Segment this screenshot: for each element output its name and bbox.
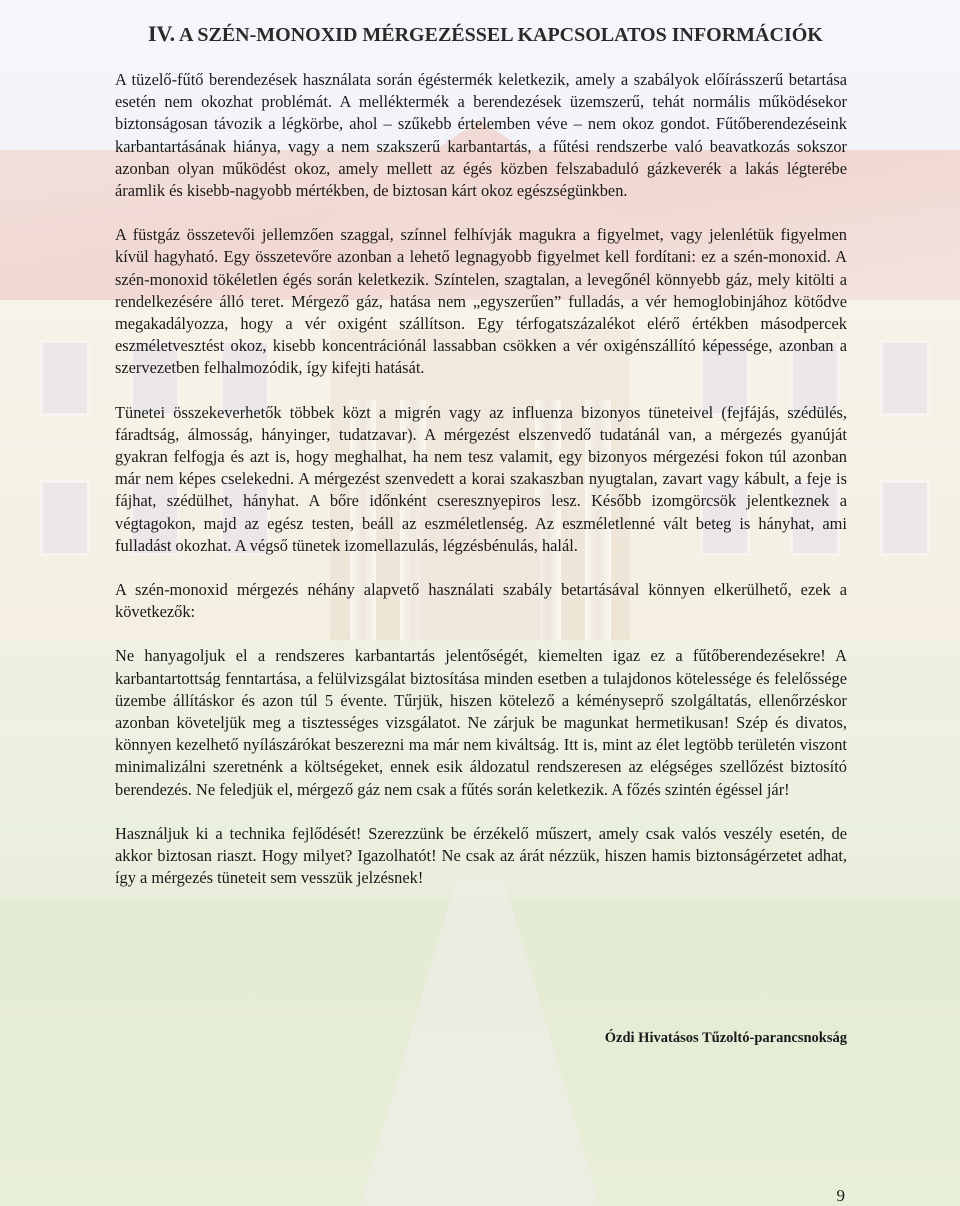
section-heading <box>148 20 823 49</box>
paragraph-intro: A tüzelő-fűtő berendezések használata során égéstermék keletkezik, amely a szabályok előírásszerű betartása esetén nem okozhat problémát. A melléktermék a berendezések üzemszerű, tehát normális működésekor biztonságosan távozik a légkörbe, ahol – szűkebb értelemben véve – nem okoz gondot. Fűtőberendezéseink karbantartásának hiánya, vagy a nem szakszerű karbantartás, a fűtési rendszerbe való beavatkozás sokszor azonban olyan működést okoz, amely mellett az égés közben felszabaduló gázkeverék a lakás légterébe áramlik és kisebb-nagyobb mértékben, de biztosan kárt okoz egészségünkben. <box>115 70 847 201</box>
signature: Ózdi Hivatásos Tűzoltó-parancsnokság <box>604 1030 847 1046</box>
paragraph-rules-intro: A szén-monoxid mérgezés néhány alapvető használati szabály betartásával könnyen elkerülhető, ezek a következők: <box>115 580 847 622</box>
paragraph-detector: Használjuk ki a technika fejlődését! Szerezzünk be érzékelő műszert, amely csak valós veszély esetén, de akkor biztosan riaszt. Hogy milyet? Igazolhatót! Ne csak az árát nézzük, hiszen hamis biztonságérzetet adhat, így a mérgezés tüneteit sem vesszük jelzésnek! <box>115 823 847 888</box>
paragraph-symptoms: Tünetei összekeverhetők többek közt a migrén vagy az influenza bizonyos tüneteivel (fejfájás, szédülés, fáradtság, álmosság, hányinger, tudatzavar). A mérgezést elszenvedő tudatánál van, a mérgezés gyanúját gyakran felfogja és azt is, hogy meghalhat, ha nem tesz valamit, egy bizonyos mérgezési fokon túl azonban már nem képes cselekedni. A mérgezést szenvedett a korai szakaszban nyugtalan, zavart vagy kábult, a feje is fájhat, szédülhet, hányhat. A bőre időnként cseresznyepiros lesz. Később izomgörcsök jelentkeznek a végtagokon, majd az egész testen, beáll az eszméletlenség. Az eszméletlenné vált beteg is hányhat, ami fulladást okozhat. A végső tünetek izomellazulás, légzésbénulás, halál. <box>115 402 847 555</box>
paragraph-flue-gas: A füstgáz összetevői jellemzően szaggal, színnel felhívják magukra a figyelmet, vagy jelenlétük figyelmen kívül hagyható. Egy összetevőre azonban a lehető legnagyobb figyelmet kell fordítani: ez a szén-monoxid. A szén-monoxid tökéletlen égés során keletkezik. Színtelen, szagtalan, a levegőnél könnyebb gáz, mely kitölti a rendelkezésére álló teret. Mérgező gáz, hatása nem „egyszerűen” fulladás, a vér hemoglobinjához kötődve megakadályozza, hogy a vér oxigént szállítson. Egy térfogatszázalékot elérő értékben másodpercek eszméletvesztést okoz, kisebb koncentrációnál lassabban csökken a vér oxigénszállító képessége, azonban a szervezetben felhalmozódik, így kifejti hatását. <box>115 225 847 378</box>
paragraph-maintenance: Ne hanyagoljuk el a rendszeres karbantartás jelentőségét, kiemelten igaz ez a fűtőberendezésekre! A karbantartottság fenntartása, a felülvizsgálat biztosítása minden esetben a tulajdonos kötelessége és felelőssége üzembe állításkor és azon túl 5 évente. Tűrjük, hiszen kötelező a kéményseprő szolgáltatás, ellenőrzéskor azonban követeljük meg a tisztességes vizsgálatot. Ne zárjuk be magunkat hermetikusan! Szép és divatos, könnyen kezelhető nyílászárókat beszerezni ma már nem kiváltság. Itt is, mint az élet legtöbb területén viszont minimalizálni szeretnénk a költségeket, ennek esik áldozatul rendszeresen az elégséges szellőzést biztosító berendezés. Ne feledjük el, mérgező gáz nem csak a fűtés során keletkezik. A főzés szintén égéssel jár! <box>115 646 847 799</box>
section-title: A SZÉN-MONOXID MÉRGEZÉSSEL KAPCSOLATOS INFORMÁCIÓK <box>179 24 823 46</box>
document-body <box>115 69 847 912</box>
page-number: 9 <box>836 1186 845 1205</box>
section-number: IV. <box>148 21 176 46</box>
